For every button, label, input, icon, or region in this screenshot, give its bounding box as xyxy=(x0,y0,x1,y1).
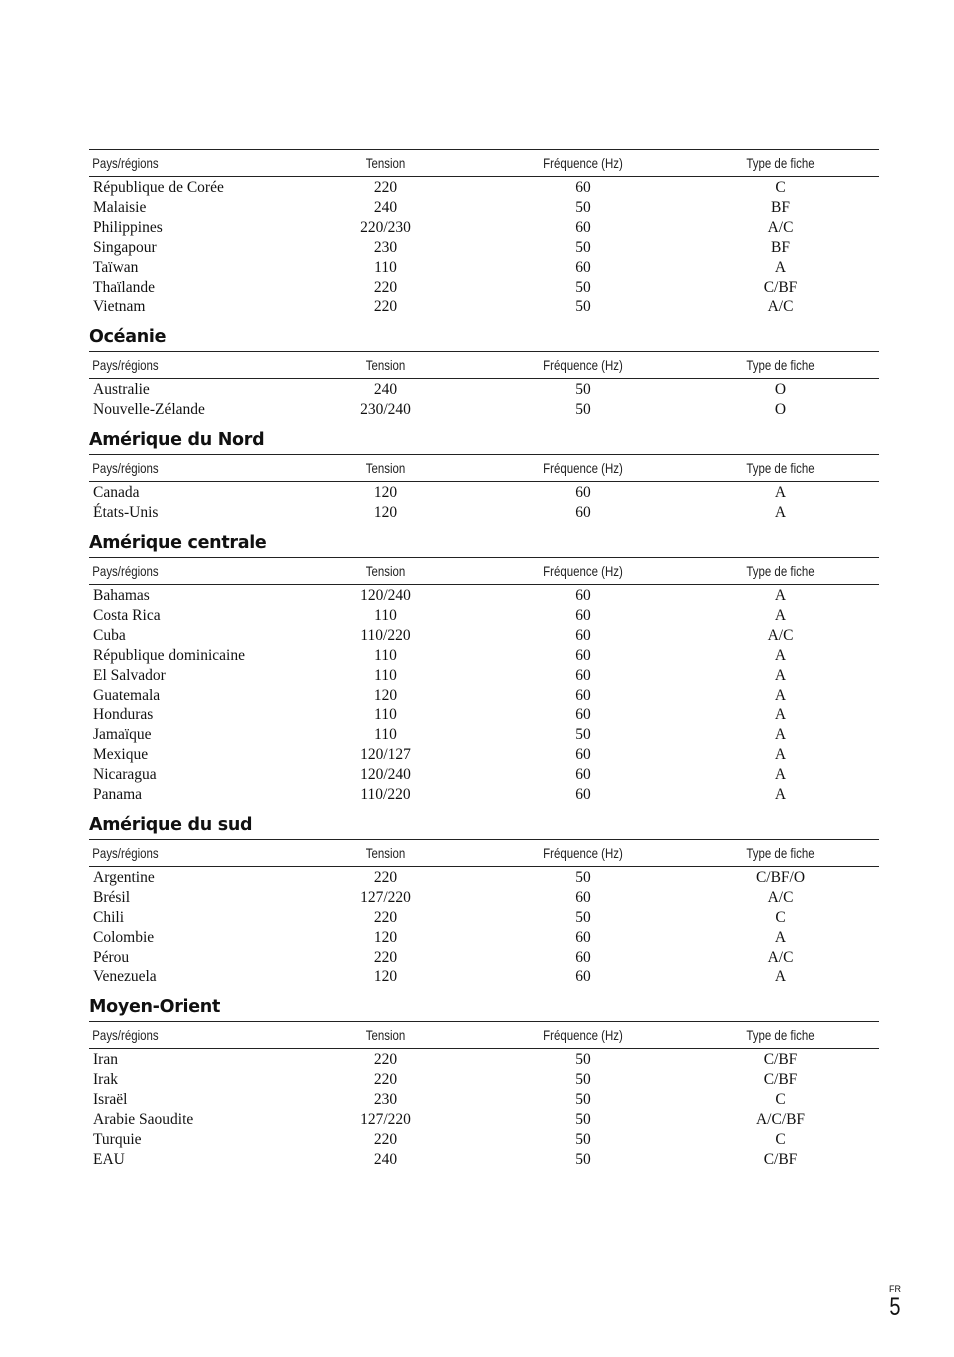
cell-frequency: 50 xyxy=(575,908,591,926)
table-row xyxy=(89,503,879,523)
language-code: FR xyxy=(889,1284,902,1294)
cell-country: Nicaragua xyxy=(93,766,157,784)
cell-country: Arabie Saoudite xyxy=(93,1111,194,1129)
cell-country: Australie xyxy=(93,381,150,399)
cell-plug-type: A xyxy=(774,606,787,624)
cell-voltage: 120/240 xyxy=(360,766,411,784)
cell-country: Panama xyxy=(93,786,143,804)
cell-voltage: 110 xyxy=(374,706,397,724)
header-frequency: Fréquence (Hz) xyxy=(502,839,664,866)
section-title-amerique-centrale: Amérique centrale xyxy=(89,532,267,553)
cell-voltage: 110/220 xyxy=(360,786,411,804)
cell-frequency: 60 xyxy=(575,218,591,236)
table-row xyxy=(89,725,879,745)
voltage-table xyxy=(89,351,879,420)
cell-voltage: 120 xyxy=(373,686,398,704)
cell-country: El Salvador xyxy=(93,666,166,684)
table-header-row xyxy=(89,352,879,379)
cell-voltage: 220/230 xyxy=(360,218,411,236)
cell-plug-type: A/C xyxy=(767,948,794,966)
cell-country: Pérou xyxy=(93,948,130,966)
header-voltage: Tension xyxy=(305,352,467,379)
cell-plug-type: A/C xyxy=(767,218,794,236)
cell-voltage: 127/220 xyxy=(360,1111,411,1129)
cell-frequency: 60 xyxy=(575,666,591,684)
cell-voltage: 220 xyxy=(373,948,398,966)
cell-voltage: 240 xyxy=(373,381,398,399)
cell-country: Argentine xyxy=(93,868,155,886)
cell-country: Venezuela xyxy=(93,968,157,986)
table-row xyxy=(89,218,879,238)
cell-country: Taïwan xyxy=(93,258,139,276)
cell-country: Honduras xyxy=(93,706,154,724)
cell-plug-type: A xyxy=(774,586,787,604)
cell-plug-type: C/BF xyxy=(763,278,798,296)
cell-country: République de Corée xyxy=(93,179,224,196)
cell-frequency: 50 xyxy=(575,238,591,256)
cell-frequency: 50 xyxy=(575,381,591,399)
cell-voltage: 120 xyxy=(373,484,398,502)
cell-frequency: 60 xyxy=(575,766,591,784)
cell-country: Turquie xyxy=(93,1131,142,1148)
cell-country: Thaïlande xyxy=(93,278,155,296)
voltage-table xyxy=(89,454,879,523)
table-row xyxy=(89,584,879,605)
cell-voltage: 120/240 xyxy=(360,586,411,604)
header-plug-type: Type de fiche xyxy=(700,352,862,379)
cell-frequency: 50 xyxy=(575,1131,591,1148)
cell-plug-type: A/C/BF xyxy=(755,1111,806,1129)
cell-country: Cuba xyxy=(93,626,126,644)
table-header-row xyxy=(89,839,879,866)
cell-voltage: 230/240 xyxy=(360,401,411,419)
cell-country: Philippines xyxy=(93,218,163,236)
cell-frequency: 60 xyxy=(575,968,591,986)
table-row xyxy=(89,238,879,258)
cell-voltage: 230 xyxy=(373,1091,398,1109)
table-row xyxy=(89,198,879,218)
table-row xyxy=(89,297,879,317)
header-frequency: Fréquence (Hz) xyxy=(502,1022,664,1049)
table-row xyxy=(89,1049,879,1070)
table-row xyxy=(89,1070,879,1090)
cell-frequency: 50 xyxy=(575,726,591,744)
table-row xyxy=(89,379,879,400)
cell-country: Costa Rica xyxy=(93,606,161,624)
cell-voltage: 110 xyxy=(374,606,397,624)
header-plug-type: Type de fiche xyxy=(700,839,862,866)
cell-frequency: 60 xyxy=(575,706,591,724)
cell-plug-type: O xyxy=(774,381,787,399)
cell-country: République dominicaine xyxy=(93,646,245,664)
cell-voltage: 110 xyxy=(374,666,397,684)
header-voltage: Tension xyxy=(305,557,467,584)
voltage-table xyxy=(89,839,879,987)
table-row xyxy=(89,686,879,706)
cell-plug-type: A xyxy=(774,706,787,724)
cell-voltage: 110/220 xyxy=(360,626,411,644)
cell-plug-type: A/C xyxy=(767,888,794,906)
cell-frequency: 50 xyxy=(575,1051,591,1069)
table-row xyxy=(89,888,879,908)
cell-frequency: 60 xyxy=(575,888,591,906)
table-row xyxy=(89,1110,879,1130)
header-frequency: Fréquence (Hz) xyxy=(502,150,664,177)
cell-voltage: 240 xyxy=(373,198,398,216)
table-row xyxy=(89,1090,879,1110)
table-header-row xyxy=(89,557,879,584)
table-row xyxy=(89,745,879,765)
table-row xyxy=(89,400,879,420)
cell-voltage: 230 xyxy=(373,238,398,256)
cell-plug-type: BF xyxy=(771,238,790,256)
cell-plug-type: C xyxy=(775,179,786,196)
cell-voltage: 220 xyxy=(373,1051,398,1069)
cell-frequency: 50 xyxy=(575,1091,591,1109)
cell-voltage: 120 xyxy=(373,504,398,522)
table-row xyxy=(89,967,879,987)
cell-country: Guatemala xyxy=(93,686,161,704)
cell-voltage: 120/127 xyxy=(360,746,411,764)
header-plug-type: Type de fiche xyxy=(700,150,862,177)
header-country: Pays/régions xyxy=(89,352,251,379)
section-title-amerique-du-nord: Amérique du Nord xyxy=(89,430,265,451)
page-number: 5 xyxy=(889,1293,901,1321)
cell-frequency: 60 xyxy=(575,646,591,664)
cell-country: Bahamas xyxy=(93,586,150,604)
cell-frequency: 50 xyxy=(575,1111,591,1129)
page-content xyxy=(89,149,879,1176)
header-country: Pays/régions xyxy=(89,455,251,482)
cell-voltage: 120 xyxy=(373,968,398,986)
cell-plug-type: A xyxy=(774,686,787,704)
cell-plug-type: A/C xyxy=(767,298,794,316)
table-row xyxy=(89,258,879,278)
table-row xyxy=(89,626,879,646)
cell-voltage: 220 xyxy=(373,298,398,316)
cell-plug-type: A xyxy=(774,484,787,502)
header-voltage: Tension xyxy=(305,150,467,177)
table-row xyxy=(89,1130,879,1150)
cell-plug-type: C xyxy=(775,1131,786,1148)
cell-country: Nouvelle-Zélande xyxy=(93,401,205,419)
cell-plug-type: C/BF xyxy=(763,1150,798,1168)
cell-country: Malaisie xyxy=(93,198,147,216)
cell-plug-type: C xyxy=(775,908,786,926)
table-row xyxy=(89,1150,879,1170)
cell-voltage: 220 xyxy=(373,908,398,926)
header-voltage: Tension xyxy=(305,1022,467,1049)
cell-frequency: 60 xyxy=(575,504,591,522)
cell-country: EAU xyxy=(93,1150,125,1168)
cell-frequency: 60 xyxy=(575,606,591,624)
table-row xyxy=(89,278,879,298)
header-country: Pays/régions xyxy=(89,839,251,866)
table-header-row xyxy=(89,1022,879,1049)
cell-country: Vietnam xyxy=(93,298,146,316)
cell-plug-type: C/BF xyxy=(763,1051,798,1069)
cell-country: Colombie xyxy=(93,928,155,946)
cell-country: Chili xyxy=(93,908,125,926)
cell-frequency: 60 xyxy=(575,179,591,196)
cell-country: Jamaïque xyxy=(93,726,152,744)
cell-plug-type: A xyxy=(774,786,787,804)
cell-voltage: 220 xyxy=(373,1131,398,1148)
cell-plug-type: C xyxy=(775,1091,786,1109)
cell-voltage: 127/220 xyxy=(360,888,411,906)
cell-plug-type: A xyxy=(774,666,787,684)
section-title-amerique-du-sud: Amérique du sud xyxy=(89,814,253,835)
cell-frequency: 50 xyxy=(575,198,591,216)
cell-plug-type: C/BF/O xyxy=(755,868,806,886)
cell-voltage: 220 xyxy=(373,278,398,296)
cell-voltage: 220 xyxy=(373,1071,398,1089)
header-country: Pays/régions xyxy=(89,557,251,584)
header-plug-type: Type de fiche xyxy=(700,557,862,584)
table-row xyxy=(89,482,879,503)
header-frequency: Fréquence (Hz) xyxy=(502,455,664,482)
cell-country: Canada xyxy=(93,484,140,502)
page-marker xyxy=(888,1284,902,1320)
cell-frequency: 50 xyxy=(575,278,591,296)
table-row xyxy=(89,866,879,887)
table-row xyxy=(89,177,879,198)
table-row xyxy=(89,948,879,968)
table-header-row xyxy=(89,455,879,482)
cell-plug-type: C/BF xyxy=(763,1071,798,1089)
cell-plug-type: A xyxy=(774,968,787,986)
cell-voltage: 220 xyxy=(373,179,398,196)
cell-frequency: 60 xyxy=(575,786,591,804)
cell-plug-type: O xyxy=(774,401,787,419)
cell-frequency: 50 xyxy=(575,868,591,886)
cell-plug-type: A xyxy=(774,928,787,946)
cell-country: Brésil xyxy=(93,888,131,906)
cell-frequency: 50 xyxy=(575,298,591,316)
table-header-row xyxy=(89,150,879,177)
cell-country: Israël xyxy=(93,1091,128,1109)
cell-frequency: 50 xyxy=(575,1150,591,1168)
cell-plug-type: A xyxy=(774,766,787,784)
voltage-table xyxy=(89,557,879,805)
table-row xyxy=(89,765,879,785)
cell-frequency: 50 xyxy=(575,1071,591,1089)
cell-plug-type: A xyxy=(774,726,787,744)
header-plug-type: Type de fiche xyxy=(700,455,862,482)
cell-country: Mexique xyxy=(93,746,149,764)
cell-plug-type: A/C xyxy=(767,626,794,644)
cell-frequency: 60 xyxy=(575,626,591,644)
table-row xyxy=(89,606,879,626)
cell-voltage: 240 xyxy=(373,1150,398,1168)
table-row xyxy=(89,705,879,725)
header-frequency: Fréquence (Hz) xyxy=(502,557,664,584)
cell-frequency: 60 xyxy=(575,928,591,946)
cell-voltage: 110 xyxy=(374,726,397,744)
cell-plug-type: A xyxy=(774,746,787,764)
header-voltage: Tension xyxy=(305,455,467,482)
cell-voltage: 110 xyxy=(374,258,397,276)
cell-voltage: 220 xyxy=(373,868,398,886)
cell-frequency: 60 xyxy=(575,948,591,966)
cell-voltage: 110 xyxy=(374,646,397,664)
header-country: Pays/régions xyxy=(89,1022,251,1049)
header-plug-type: Type de fiche xyxy=(700,1022,862,1049)
table-row xyxy=(89,785,879,805)
cell-frequency: 60 xyxy=(575,686,591,704)
header-country: Pays/régions xyxy=(89,150,251,177)
table-row xyxy=(89,908,879,928)
section-title-oceanie: Océanie xyxy=(89,327,167,348)
cell-plug-type: A xyxy=(774,504,787,522)
header-frequency: Fréquence (Hz) xyxy=(502,352,664,379)
table-row xyxy=(89,646,879,666)
cell-plug-type: A xyxy=(774,646,787,664)
table-row xyxy=(89,928,879,948)
cell-plug-type: A xyxy=(774,258,787,276)
cell-country: États-Unis xyxy=(93,504,159,522)
cell-voltage: 120 xyxy=(373,928,398,946)
cell-country: Iran xyxy=(93,1051,118,1069)
cell-plug-type: BF xyxy=(771,198,790,216)
cell-frequency: 50 xyxy=(575,401,591,419)
header-voltage: Tension xyxy=(305,839,467,866)
cell-country: Irak xyxy=(93,1071,118,1089)
table-row xyxy=(89,666,879,686)
cell-frequency: 60 xyxy=(575,586,591,604)
cell-country: Singapour xyxy=(93,238,157,256)
section-title-moyen-orient: Moyen-Orient xyxy=(89,997,221,1018)
cell-frequency: 60 xyxy=(575,746,591,764)
voltage-table xyxy=(89,149,879,317)
cell-frequency: 60 xyxy=(575,484,591,502)
voltage-table xyxy=(89,1021,879,1169)
cell-frequency: 60 xyxy=(575,258,591,276)
